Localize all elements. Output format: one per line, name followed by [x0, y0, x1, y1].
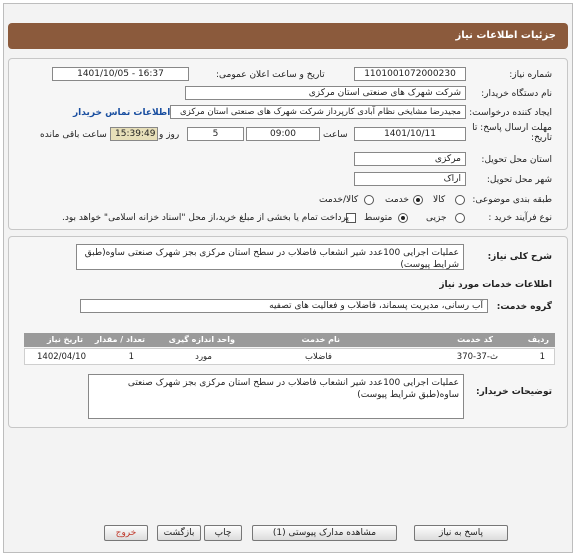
- buyer-notes-field: [88, 374, 464, 419]
- buyer-notes-text: عملیات اجرایی 100عدد شیر انشعاب فاضلاب در سطح استان مرکزی بجز شهرک صنعتی ساوه(طبق شرایط پیوست): [127, 378, 459, 400]
- services-table-header: [24, 333, 555, 347]
- remaining-label: ساعت باقی مانده: [40, 130, 107, 140]
- page-title: جزئیات اطلاعات نیاز: [455, 30, 556, 41]
- col-unit: واحد اندازه گیری: [168, 335, 235, 344]
- service-group-label: گروه خدمت:: [496, 302, 552, 312]
- process-radio-medium[interactable]: [398, 213, 408, 223]
- remaining-time-field: 15:39:49: [110, 127, 158, 141]
- col-service-name: نام خدمت: [301, 335, 340, 344]
- deadline-date-field: 1401/10/11: [354, 127, 466, 141]
- buyer-org-field: شرکت شهرک های صنعتی استان مرکزی: [185, 86, 466, 100]
- deadline-label: مهلت ارسال پاسخ: تا: [472, 123, 552, 133]
- col-service-code: کد خدمت: [457, 335, 493, 344]
- view-attachments-button[interactable]: مشاهده مدارک پیوستی (1): [252, 525, 397, 541]
- need-summary-field: [76, 244, 464, 270]
- city-field: اراک: [354, 172, 466, 186]
- exit-button[interactable]: خروج: [104, 525, 148, 541]
- city-label: شهر محل تحویل:: [486, 175, 552, 185]
- process-option-minor: جزیی: [426, 213, 447, 223]
- respond-button[interactable]: پاسخ به نیاز: [414, 525, 508, 541]
- announce-label: تاریخ و ساعت اعلان عمومی:: [216, 70, 325, 80]
- process-option-medium: متوسط: [364, 213, 393, 223]
- col-need-date: تاریخ نیاز: [46, 335, 83, 344]
- cell-need-date: 1402/04/10: [37, 352, 86, 362]
- announce-field: 1401/10/05 - 16:37: [52, 67, 189, 81]
- category-label: طبقه بندی موضوعی:: [472, 195, 552, 205]
- province-field: مرکزی: [354, 152, 466, 166]
- cell-service-name: فاضلاب: [305, 352, 332, 362]
- category-radio-goods[interactable]: [455, 195, 465, 205]
- deadline-time-label: ساعت: [323, 130, 348, 140]
- process-label: نوع فرآیند خرید :: [488, 213, 552, 223]
- buyer-notes-label: توضیحات خریدار:: [476, 387, 552, 397]
- contact-info-link[interactable]: اطلاعات تماس خریدار: [73, 108, 171, 118]
- category-option-service: خدمت: [385, 195, 409, 205]
- header-bar: [8, 23, 568, 49]
- cell-service-code: ث-37-370: [456, 352, 498, 362]
- need-summary-label: شرح کلی نیاز:: [487, 252, 552, 262]
- col-row: ردیف: [527, 335, 549, 344]
- cell-unit: مورد: [195, 352, 212, 362]
- back-button[interactable]: بازگشت: [157, 525, 201, 541]
- days-label: روز و: [159, 130, 180, 140]
- category-option-goods: کالا: [433, 195, 446, 205]
- cell-row: 1: [539, 352, 545, 362]
- services-heading: اطلاعات خدمات مورد نیاز: [439, 280, 552, 290]
- treasury-note: پرداخت تمام یا بخشی از مبلغ خرید،از محل "اسناد خزانه اسلامی" خواهد بود.: [62, 213, 350, 223]
- category-radio-both[interactable]: [364, 195, 374, 205]
- buyer-org-label: نام دستگاه خریدار:: [481, 89, 552, 99]
- category-radio-service[interactable]: [413, 195, 423, 205]
- table-row: [24, 348, 555, 365]
- deadline-date-label: تاریخ:: [531, 133, 552, 143]
- deadline-time-field: 09:00: [246, 127, 320, 141]
- process-radio-minor[interactable]: [455, 213, 465, 223]
- category-option-both: کالا/خدمت: [319, 195, 359, 205]
- service-group-field: آب رسانی، مدیریت پسماند، فاضلاب و فعالیت های تصفیه: [80, 299, 488, 313]
- print-button[interactable]: چاپ: [204, 525, 242, 541]
- need-number-field: 1101001072000230: [354, 67, 466, 81]
- need-number-label: شماره نیاز:: [509, 70, 552, 80]
- creator-field: مجیدرضا مشایخی نظام آبادی کارپرداز شرکت شهرک های صنعتی استان مرکزی: [170, 105, 466, 119]
- need-summary-text: عملیات اجرایی 100عدد شیر انشعاب فاضلاب در سطح استان مرکزی بجز شهرک صنعتی ساوه(طبق شرایط پیوست): [84, 248, 459, 270]
- days-field: 5: [187, 127, 244, 141]
- province-label: استان محل تحویل:: [481, 155, 552, 165]
- col-quantity: تعداد / مقدار: [94, 335, 145, 344]
- creator-label: ایجاد کننده درخواست:: [469, 108, 552, 118]
- cell-quantity: 1: [128, 352, 134, 362]
